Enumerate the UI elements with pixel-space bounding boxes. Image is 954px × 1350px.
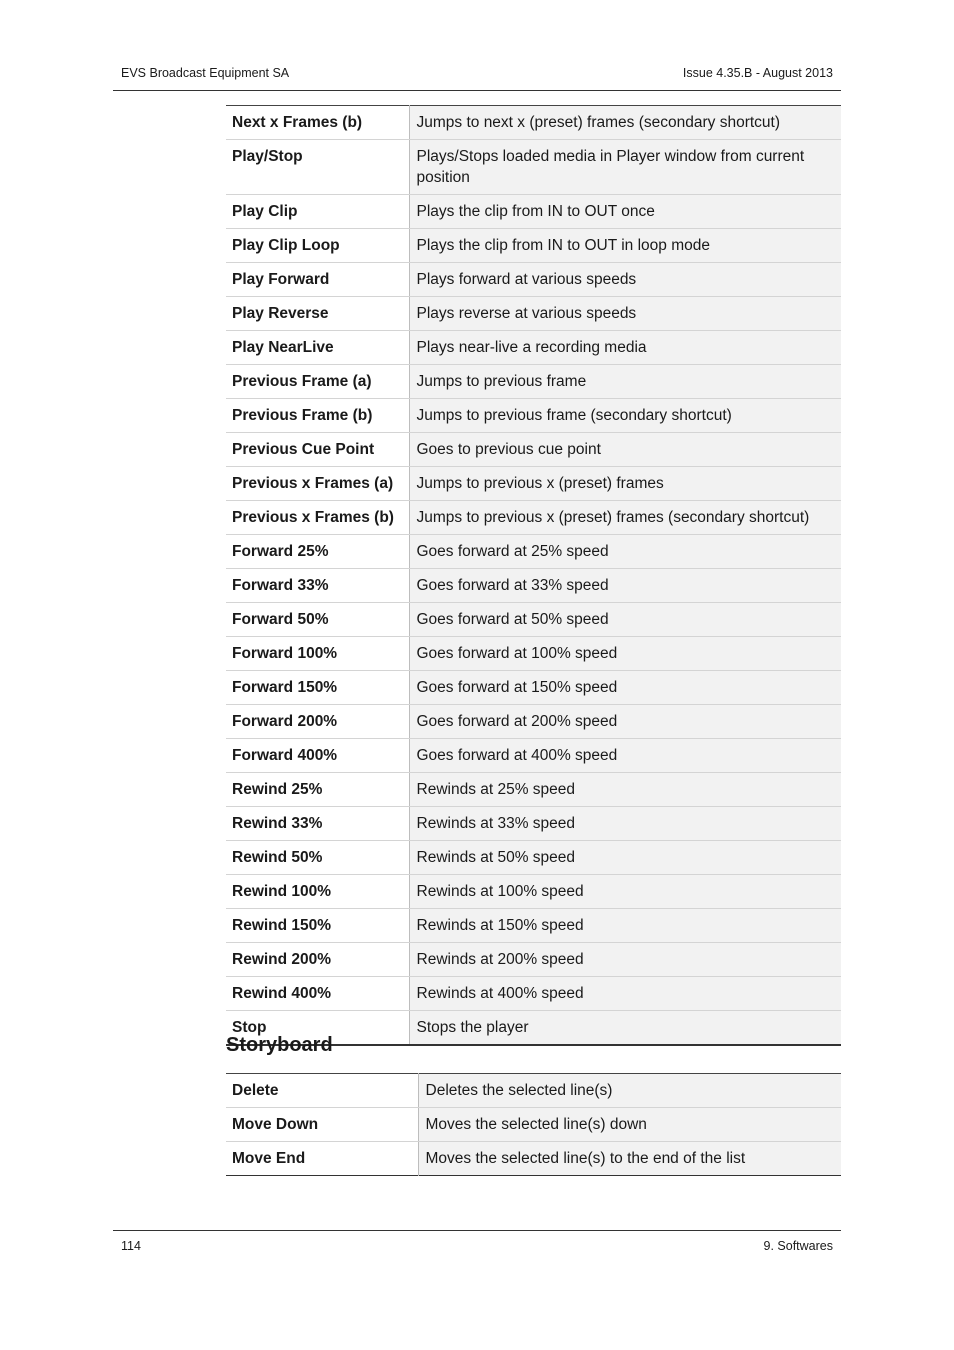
page-footer <box>113 1230 841 1255</box>
table-row <box>226 297 841 331</box>
command-description: Rewinds at 100% speed <box>409 875 841 909</box>
command-description: Jumps to previous frame (secondary shortcut) <box>409 399 841 433</box>
table-row <box>226 569 841 603</box>
table-row <box>226 637 841 671</box>
table-row <box>226 331 841 365</box>
command-description: Goes forward at 50% speed <box>409 603 841 637</box>
command-description: Jumps to previous frame <box>409 365 841 399</box>
section-title-storyboard: Storyboard <box>226 1034 333 1056</box>
command-name: Play Forward <box>226 263 409 297</box>
command-description: Moves the selected line(s) to the end of the list <box>418 1142 841 1176</box>
command-name: Previous Frame (a) <box>226 365 409 399</box>
table-row <box>226 195 841 229</box>
table-row <box>226 943 841 977</box>
command-name: Move End <box>226 1142 418 1176</box>
shortcut-table-body <box>226 106 841 1046</box>
command-description: Goes forward at 25% speed <box>409 535 841 569</box>
shortcut-table-body <box>226 1074 841 1176</box>
page-header <box>113 62 841 91</box>
command-description: Plays reverse at various speeds <box>409 297 841 331</box>
command-name: Play/Stop <box>226 140 409 195</box>
command-name: Rewind 25% <box>226 773 409 807</box>
table-row <box>226 875 841 909</box>
command-description: Goes forward at 33% speed <box>409 569 841 603</box>
command-description: Jumps to previous x (preset) frames (secondary shortcut) <box>409 501 841 535</box>
command-description: Goes forward at 400% speed <box>409 739 841 773</box>
table-row <box>226 841 841 875</box>
table-row <box>226 365 841 399</box>
table-row <box>226 1074 841 1108</box>
command-description: Rewinds at 150% speed <box>409 909 841 943</box>
header-issue: Issue 4.35.B - August 2013 <box>682 66 833 80</box>
command-description: Plays the clip from IN to OUT in loop mode <box>409 229 841 263</box>
command-name: Forward 200% <box>226 705 409 739</box>
table-row <box>226 263 841 297</box>
command-description: Deletes the selected line(s) <box>418 1074 841 1108</box>
command-name: Rewind 400% <box>226 977 409 1011</box>
header-company: EVS Broadcast Equipment SA <box>121 66 290 80</box>
command-name: Previous Cue Point <box>226 433 409 467</box>
command-name: Play NearLive <box>226 331 409 365</box>
table-row <box>226 773 841 807</box>
table-row <box>226 1108 841 1142</box>
command-description: Stops the player <box>409 1011 841 1046</box>
command-name: Forward 400% <box>226 739 409 773</box>
command-description: Plays the clip from IN to OUT once <box>409 195 841 229</box>
command-name: Rewind 200% <box>226 943 409 977</box>
command-description: Plays forward at various speeds <box>409 263 841 297</box>
command-description: Rewinds at 200% speed <box>409 943 841 977</box>
table-row <box>226 229 841 263</box>
shortcut-table-storyboard <box>226 1073 841 1176</box>
command-name: Move Down <box>226 1108 418 1142</box>
table-row <box>226 467 841 501</box>
command-name: Rewind 50% <box>226 841 409 875</box>
command-description: Moves the selected line(s) down <box>418 1108 841 1142</box>
table-row <box>226 603 841 637</box>
table-row <box>226 433 841 467</box>
command-name: Forward 25% <box>226 535 409 569</box>
command-name: Rewind 33% <box>226 807 409 841</box>
command-description: Goes forward at 150% speed <box>409 671 841 705</box>
command-name: Play Reverse <box>226 297 409 331</box>
command-description: Jumps to next x (preset) frames (secondary shortcut) <box>409 106 841 140</box>
command-description: Plays near-live a recording media <box>409 331 841 365</box>
command-name: Stop <box>226 1011 409 1046</box>
command-description: Goes forward at 200% speed <box>409 705 841 739</box>
command-description: Jumps to previous x (preset) frames <box>409 467 841 501</box>
command-name: Previous Frame (b) <box>226 399 409 433</box>
table-row <box>226 140 841 195</box>
table-row <box>226 739 841 773</box>
table-row <box>226 977 841 1011</box>
command-description: Goes forward at 100% speed <box>409 637 841 671</box>
command-description: Goes to previous cue point <box>409 433 841 467</box>
command-name: Forward 100% <box>226 637 409 671</box>
command-name: Play Clip <box>226 195 409 229</box>
shortcut-table-player <box>226 105 841 1046</box>
command-name: Next x Frames (b) <box>226 106 409 140</box>
table-row <box>226 705 841 739</box>
table-row <box>226 535 841 569</box>
table-row <box>226 399 841 433</box>
table-row <box>226 1142 841 1176</box>
command-name: Forward 50% <box>226 603 409 637</box>
command-name: Previous x Frames (b) <box>226 501 409 535</box>
table-row <box>226 501 841 535</box>
command-description: Rewinds at 400% speed <box>409 977 841 1011</box>
command-name: Forward 33% <box>226 569 409 603</box>
table-row <box>226 909 841 943</box>
command-name: Play Clip Loop <box>226 229 409 263</box>
command-description: Rewinds at 25% speed <box>409 773 841 807</box>
table-row <box>226 807 841 841</box>
command-name: Rewind 150% <box>226 909 409 943</box>
command-name: Delete <box>226 1074 418 1108</box>
command-name: Forward 150% <box>226 671 409 705</box>
table-row <box>226 106 841 140</box>
command-name: Previous x Frames (a) <box>226 467 409 501</box>
command-description: Plays/Stops loaded media in Player window from current position <box>409 140 841 195</box>
footer-page-number: 114 <box>121 1239 141 1253</box>
command-description: Rewinds at 33% speed <box>409 807 841 841</box>
table-row <box>226 671 841 705</box>
command-description: Rewinds at 50% speed <box>409 841 841 875</box>
footer-chapter: 9. Softwares <box>763 1239 833 1253</box>
command-name: Rewind 100% <box>226 875 409 909</box>
